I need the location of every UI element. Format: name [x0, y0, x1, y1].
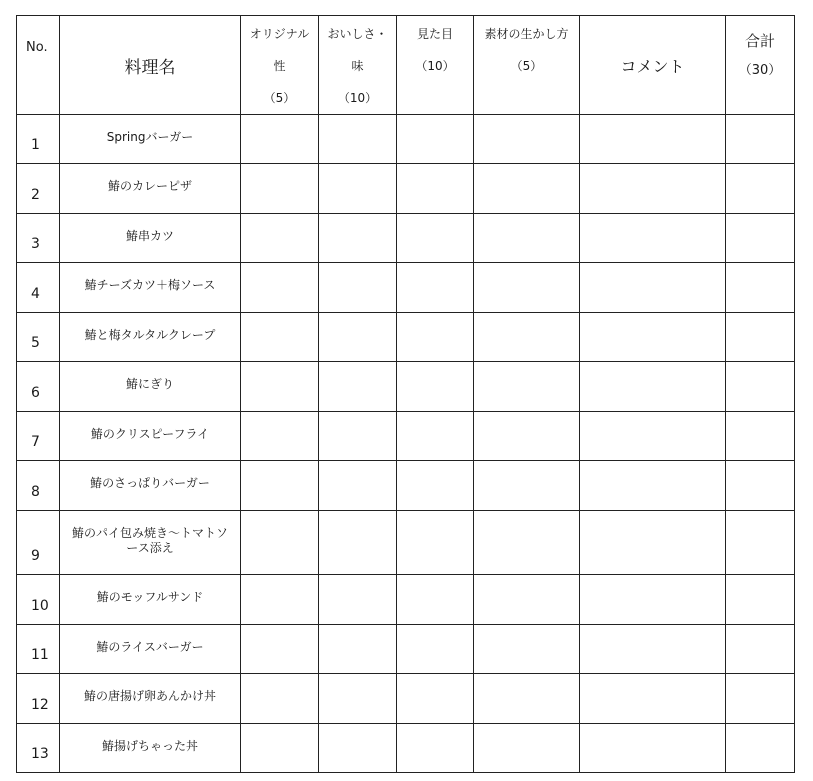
row-number: 6: [17, 362, 60, 412]
row-number: 8: [17, 461, 60, 511]
taste-score-cell[interactable]: [319, 724, 397, 773]
comment-cell[interactable]: [580, 214, 726, 263]
row-number: 9: [17, 511, 60, 575]
ingredient-score-cell[interactable]: [474, 724, 580, 773]
dish-name: 鰆のパイ包み焼き～トマトソース添え: [60, 511, 241, 575]
originality-score-cell[interactable]: [241, 674, 319, 724]
total-score-cell[interactable]: [726, 625, 795, 674]
row-number: 1: [17, 115, 60, 164]
comment-cell[interactable]: [580, 263, 726, 313]
originality-score-cell[interactable]: [241, 412, 319, 461]
ingredient-score-cell[interactable]: [474, 263, 580, 313]
comment-cell[interactable]: [580, 724, 726, 773]
header-appearance: 見た目 （10）: [397, 16, 474, 115]
total-score-cell[interactable]: [726, 115, 795, 164]
dish-name: 鰆のライスバーガー: [60, 625, 241, 674]
total-score-cell[interactable]: [726, 511, 795, 575]
row-number: 11: [17, 625, 60, 674]
comment-cell[interactable]: [580, 461, 726, 511]
taste-score-cell[interactable]: [319, 511, 397, 575]
originality-score-cell[interactable]: [241, 214, 319, 263]
appearance-score-cell[interactable]: [397, 263, 474, 313]
table-row: [17, 461, 795, 511]
taste-score-cell[interactable]: [319, 412, 397, 461]
dish-name: 鰆にぎり: [60, 362, 241, 412]
row-number: 2: [17, 164, 60, 214]
originality-score-cell[interactable]: [241, 575, 319, 625]
row-number: 5: [17, 313, 60, 362]
taste-score-cell[interactable]: [319, 461, 397, 511]
dish-name: 鰆のさっぱりバーガー: [60, 461, 241, 511]
taste-score-cell[interactable]: [319, 575, 397, 625]
appearance-score-cell[interactable]: [397, 362, 474, 412]
header-ingredient-use: 素材の生かし方 （5）: [474, 16, 580, 115]
total-score-cell[interactable]: [726, 263, 795, 313]
taste-score-cell[interactable]: [319, 214, 397, 263]
appearance-score-cell[interactable]: [397, 724, 474, 773]
taste-score-cell[interactable]: [319, 164, 397, 214]
header-taste: おいしさ・ 味 （10）: [319, 16, 397, 115]
comment-cell[interactable]: [580, 313, 726, 362]
comment-cell[interactable]: [580, 412, 726, 461]
ingredient-score-cell[interactable]: [474, 164, 580, 214]
row-number: 13: [17, 724, 60, 773]
total-score-cell[interactable]: [726, 575, 795, 625]
table-row: [17, 724, 795, 773]
row-number: 12: [17, 674, 60, 724]
ingredient-score-cell[interactable]: [474, 625, 580, 674]
originality-score-cell[interactable]: [241, 313, 319, 362]
originality-score-cell[interactable]: [241, 263, 319, 313]
dish-name: 鰆串カツ: [60, 214, 241, 263]
row-number: 10: [17, 575, 60, 625]
appearance-score-cell[interactable]: [397, 313, 474, 362]
dish-name: 鰆と梅タルタルクレープ: [60, 313, 241, 362]
appearance-score-cell[interactable]: [397, 214, 474, 263]
header-total: 合計 （30）: [726, 16, 795, 115]
originality-score-cell[interactable]: [241, 625, 319, 674]
table-header: [17, 16, 795, 115]
header-no: No.: [17, 16, 60, 115]
table-row: [17, 164, 795, 214]
table-row: [17, 214, 795, 263]
total-score-cell[interactable]: [726, 214, 795, 263]
table-row: [17, 575, 795, 625]
appearance-score-cell[interactable]: [397, 461, 474, 511]
comment-cell[interactable]: [580, 164, 726, 214]
total-score-cell[interactable]: [726, 412, 795, 461]
ingredient-score-cell[interactable]: [474, 313, 580, 362]
dish-name: 鰆のクリスピーフライ: [60, 412, 241, 461]
table-row: [17, 674, 795, 724]
appearance-score-cell[interactable]: [397, 575, 474, 625]
appearance-score-cell[interactable]: [397, 674, 474, 724]
ingredient-score-cell[interactable]: [474, 412, 580, 461]
total-score-cell[interactable]: [726, 313, 795, 362]
dish-name: 鰆のカレーピザ: [60, 164, 241, 214]
table-row: [17, 115, 795, 164]
table-row: [17, 313, 795, 362]
ingredient-score-cell[interactable]: [474, 674, 580, 724]
comment-cell[interactable]: [580, 674, 726, 724]
comment-cell[interactable]: [580, 575, 726, 625]
appearance-score-cell[interactable]: [397, 625, 474, 674]
row-number: 7: [17, 412, 60, 461]
taste-score-cell[interactable]: [319, 263, 397, 313]
ingredient-score-cell[interactable]: [474, 461, 580, 511]
total-score-cell[interactable]: [726, 461, 795, 511]
dish-name: Springバーガー: [60, 115, 241, 164]
header-originality: オリジナル 性 （5）: [241, 16, 319, 115]
table-row: [17, 362, 795, 412]
ingredient-score-cell[interactable]: [474, 575, 580, 625]
score-sheet: [16, 15, 795, 773]
table-body: [17, 115, 795, 773]
table-row: [17, 511, 795, 575]
ingredient-score-cell[interactable]: [474, 362, 580, 412]
score-table: [16, 15, 795, 773]
table-row: [17, 263, 795, 313]
total-score-cell[interactable]: [726, 674, 795, 724]
total-score-cell[interactable]: [726, 724, 795, 773]
originality-score-cell[interactable]: [241, 115, 319, 164]
total-score-cell[interactable]: [726, 362, 795, 412]
comment-cell[interactable]: [580, 511, 726, 575]
dish-name: 鰆チーズカツ＋梅ソース: [60, 263, 241, 313]
dish-name: 鰆揚げちゃった丼: [60, 724, 241, 773]
comment-cell[interactable]: [580, 625, 726, 674]
total-score-cell[interactable]: [726, 164, 795, 214]
taste-score-cell[interactable]: [319, 625, 397, 674]
comment-cell[interactable]: [580, 115, 726, 164]
originality-score-cell[interactable]: [241, 362, 319, 412]
ingredient-score-cell[interactable]: [474, 115, 580, 164]
appearance-score-cell[interactable]: [397, 511, 474, 575]
table-row: [17, 412, 795, 461]
comment-cell[interactable]: [580, 362, 726, 412]
originality-score-cell[interactable]: [241, 461, 319, 511]
taste-score-cell[interactable]: [319, 115, 397, 164]
ingredient-score-cell[interactable]: [474, 511, 580, 575]
taste-score-cell[interactable]: [319, 674, 397, 724]
header-comment: コメント: [580, 16, 726, 115]
appearance-score-cell[interactable]: [397, 164, 474, 214]
taste-score-cell[interactable]: [319, 313, 397, 362]
dish-name: 鰆の唐揚げ卵あんかけ丼: [60, 674, 241, 724]
appearance-score-cell[interactable]: [397, 115, 474, 164]
originality-score-cell[interactable]: [241, 511, 319, 575]
row-number: 3: [17, 214, 60, 263]
header-dish-name: 料理名: [60, 16, 241, 115]
table-row: [17, 625, 795, 674]
appearance-score-cell[interactable]: [397, 412, 474, 461]
ingredient-score-cell[interactable]: [474, 214, 580, 263]
taste-score-cell[interactable]: [319, 362, 397, 412]
dish-name: 鰆のモッフルサンド: [60, 575, 241, 625]
row-number: 4: [17, 263, 60, 313]
originality-score-cell[interactable]: [241, 724, 319, 773]
originality-score-cell[interactable]: [241, 164, 319, 214]
